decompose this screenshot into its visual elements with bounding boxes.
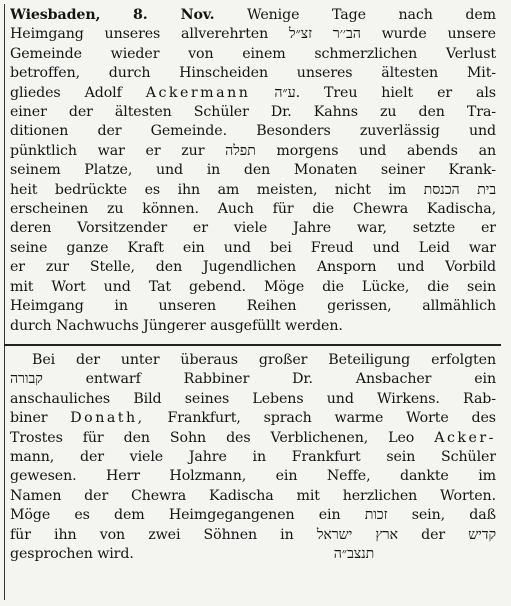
text-line: Gemeinde wieder von einem schmerzlichen Verlust <box>10 45 496 62</box>
text-line <box>10 429 496 448</box>
text-line: קבורה entwarf Rabbiner Dr. Ansbacher ein <box>10 371 496 388</box>
text-line: einer der ältesten Schüler Dr. Kahns zu den Tra- <box>10 104 496 121</box>
section-divider <box>4 344 501 346</box>
text-line: betroffen, durch Hinscheiden unseres ältesten Mit- <box>10 65 496 82</box>
text-line: ditionen der Gemeinde. Besonders zuverlässig und <box>10 123 496 140</box>
line-text: Frankfurt, sprach warme Worte des <box>167 410 496 427</box>
text-line: gewesen. Herr Holzmann, ein Neffe, dankte im <box>10 468 496 485</box>
line-text: ע״ה. Treu hielt er als <box>274 84 496 101</box>
text-line: Heimgang unseres allverehrten הב׳׳ר זצ״ל wurde unsere <box>10 26 496 43</box>
text-line: mit Wort und Tat gebend. Möge die Lücke, die sein <box>10 278 496 295</box>
text-line <box>10 84 496 103</box>
text-line: seine ganze Kraft ein und bei Freud und Leid war <box>10 239 496 256</box>
text-line <box>10 409 496 428</box>
line-text: gliedes Adolf <box>10 84 122 101</box>
text-line <box>10 6 496 25</box>
dateline-place: Wiesbaden, <box>10 7 101 23</box>
text-line: erscheinen zu können. Auch für die Chewra Kadischa, <box>10 201 496 218</box>
text-line: seinem Platze, und in den Monaten seiner Krank- <box>10 162 496 179</box>
line-text: biner <box>10 410 48 427</box>
dateline-date: 8. Nov. <box>133 7 215 23</box>
obituary-paragraph-1 <box>10 6 496 336</box>
person-name: Ackermann <box>145 84 251 101</box>
line-text: Trostes für den Sohn des Verblichenen, Leo <box>10 429 415 446</box>
obituary-paragraph-2 <box>10 351 496 564</box>
text-line: für ihn von zwei Söhnen in ארץ ישראל der קדיש <box>10 526 496 543</box>
text-line: mann, der viele Jahre in Frankfurt sein Schüler <box>10 449 496 466</box>
text-line: er zur Stelle, den Jugendlichen Ansporn und Vorbild <box>10 259 496 276</box>
text-line: heit bedrückte es ihn am meisten, nicht im בית הכנסת <box>10 181 496 198</box>
text-line: durch Nachwuchs Jüngerer ausgefüllt werden. <box>10 317 343 334</box>
text-line <box>10 545 496 564</box>
text-line: Namen der Chewra Kadischa mit herzlichen Worten. <box>10 487 496 504</box>
person-name: Acker- <box>434 429 496 446</box>
text-line: pünktlich war er zur תפלה morgens und abends an <box>10 142 496 159</box>
text-line: Bei der unter überaus großer Beteiligung erfolgten <box>32 352 496 368</box>
person-name: Donath, <box>70 410 145 427</box>
line-text: Wenige Tage nach dem <box>247 7 496 23</box>
text-line: anschauliches Bild seines Lebens und Wirkens. Rab- <box>10 390 496 407</box>
text-line: Möge es dem Heimgegangenen ein זכות sein, daß <box>10 507 496 524</box>
line-text: gesprochen wird. <box>10 546 134 563</box>
text-line: deren Vorsitzender er viele Jahre war, setzte er <box>10 220 496 237</box>
text-line: Heimgang in unseren Reihen gerissen, allmählich <box>10 298 496 315</box>
closing-abbreviation: תנצב״ה <box>333 546 375 563</box>
